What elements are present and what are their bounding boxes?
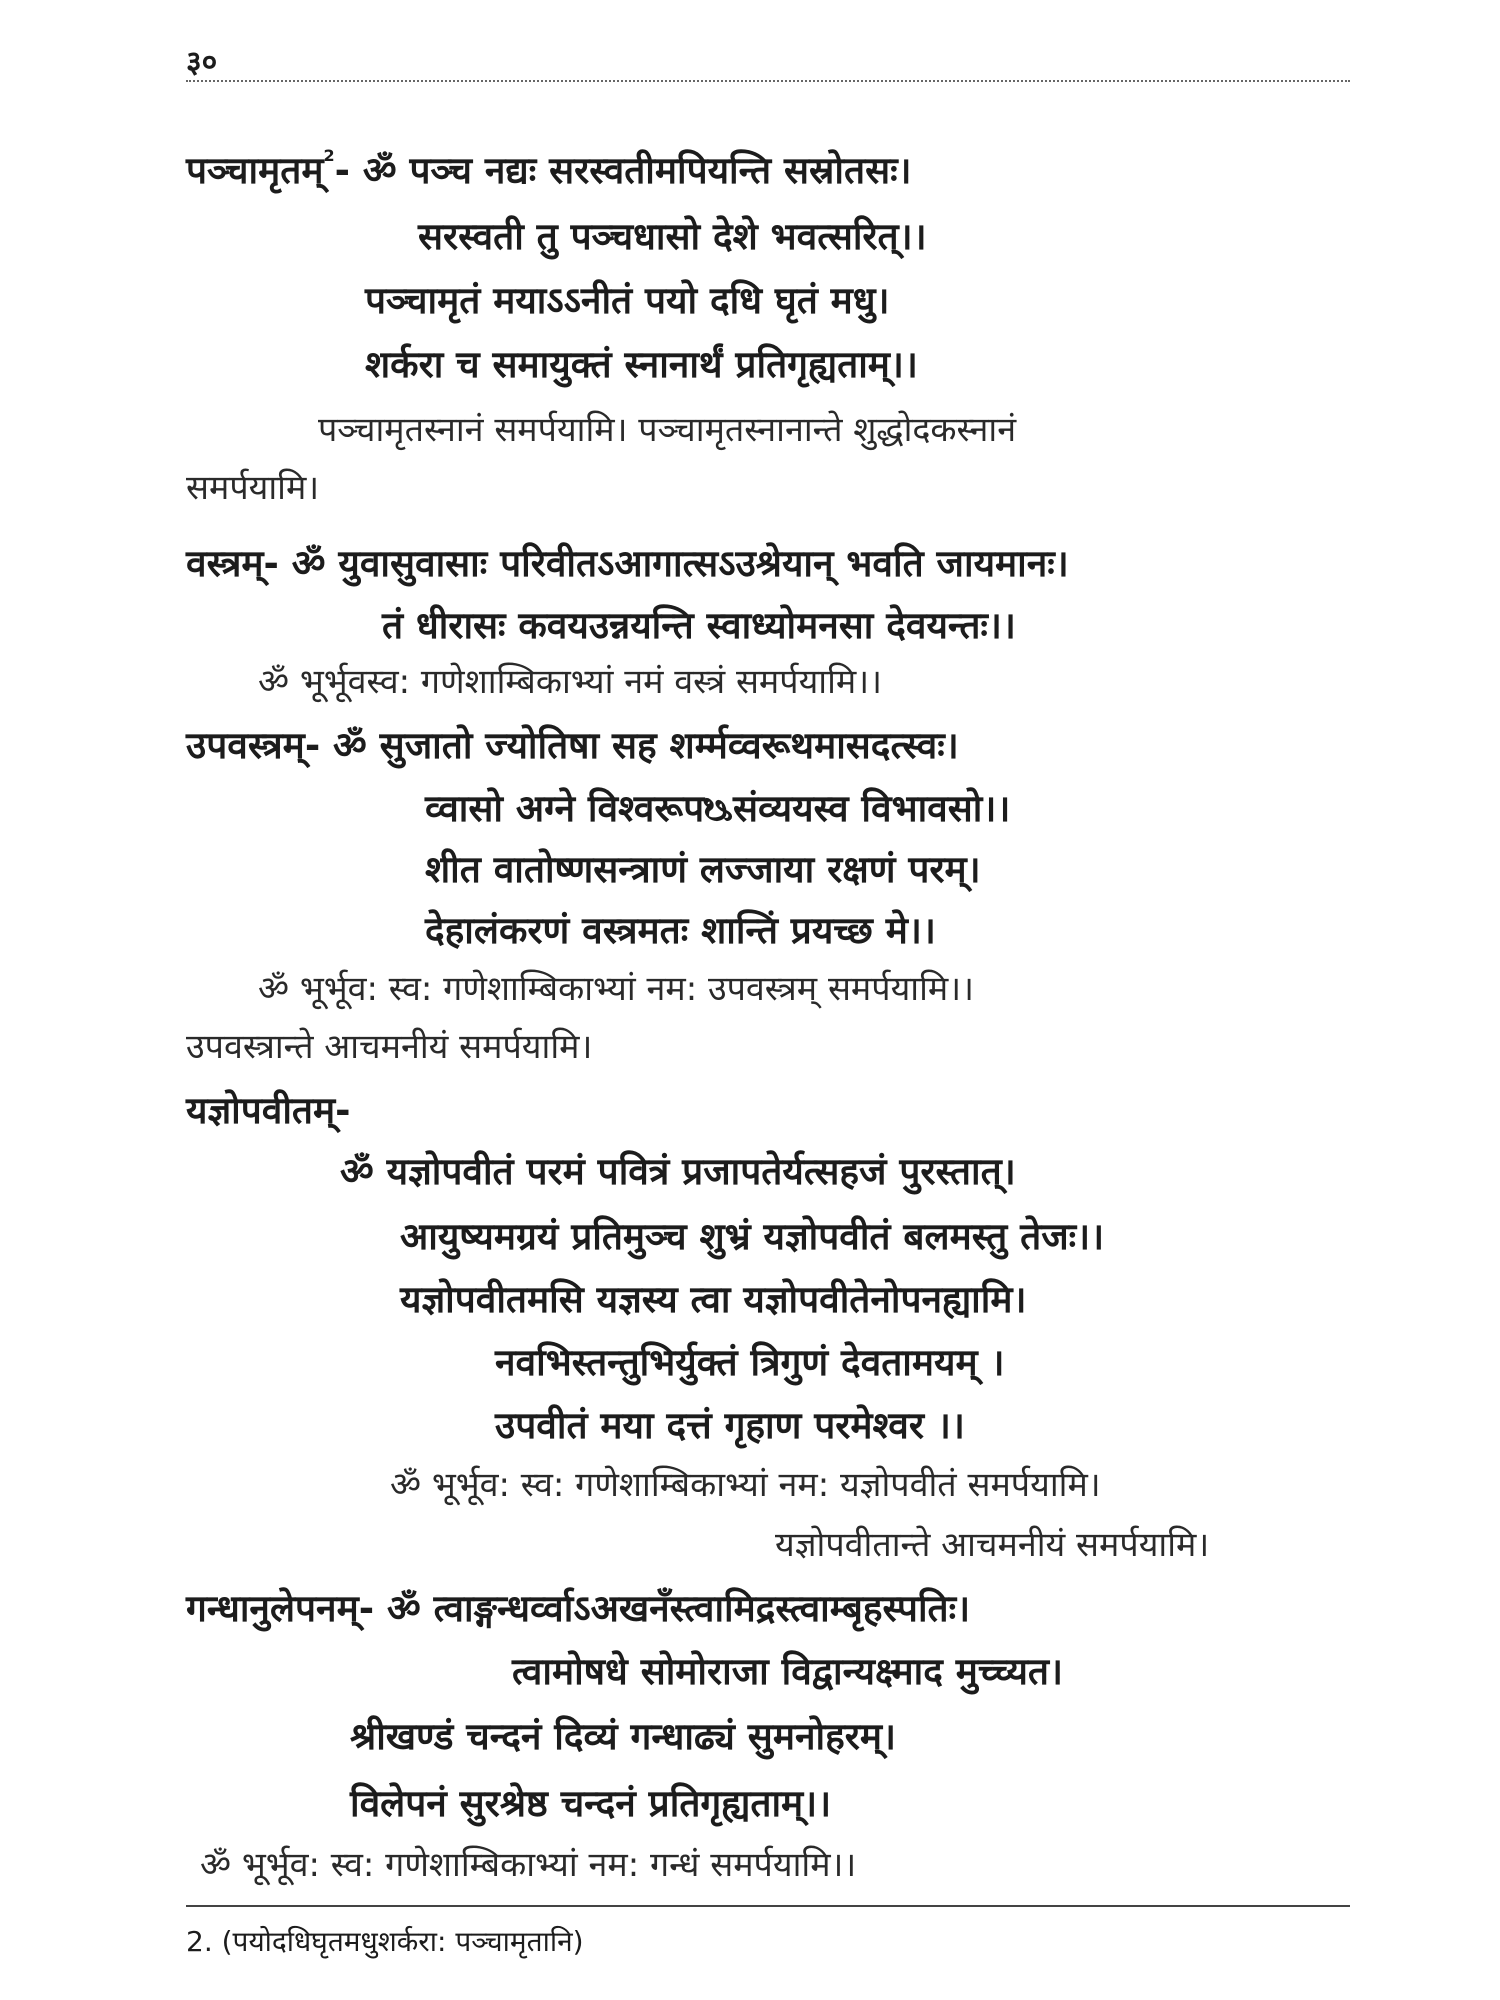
section-heading: यज्ञोपवीतम् — [186, 1089, 336, 1132]
verse-text: उपवस्त्रान्ते आचमनीयं समर्पयामि। — [186, 1027, 593, 1067]
verse-text: ॐ यज्ञोपवीतं परमं पवित्रं प्रजापतेर्यत्सहजं पुरस्तात्। — [340, 1150, 1016, 1193]
text-line — [186, 1089, 351, 1132]
verse-text: पञ्चामृतं मयाऽऽनीतं पयो दधि घृतं मधु। — [365, 279, 890, 322]
verse-text: शीत वातोष्णसन्त्राणं लज्जाया रक्षणं परम्। — [425, 848, 981, 891]
text-line — [425, 909, 936, 952]
header-divider — [186, 80, 1350, 82]
text-line — [400, 1278, 1027, 1321]
section-heading: उपवस्त्रम् — [186, 724, 305, 767]
text-line — [258, 662, 883, 702]
text-line — [350, 1715, 896, 1758]
section-heading: वस्त्रम् — [186, 542, 264, 585]
verse-text: यज्ञोपवीतान्ते आचमनीयं समर्पयामि। — [775, 1525, 1210, 1565]
verse-text: सरस्वती तु पञ्चधासो देशे भवत्सरित्।। — [418, 215, 927, 258]
verse-text: शर्करा च समायुक्तं स्नानार्थं प्रतिगृह्यताम्।। — [365, 343, 918, 386]
text-line — [495, 1341, 1005, 1384]
text-line — [350, 1782, 832, 1825]
verse-text: - ॐ पञ्च नद्यः सरस्वतीमपियन्ति सस्रोतसः। — [334, 149, 912, 192]
verse-text: - — [335, 1089, 351, 1132]
text-line — [186, 468, 320, 508]
section-heading: गन्धानुलेपनम् — [186, 1587, 359, 1630]
text-line — [495, 1404, 965, 1447]
verse-text: - ॐ त्वाङ्गन्धर्व्वाऽअखनँस्त्वामिद्रस्त्वाम्बृहस्पतिः। — [358, 1587, 971, 1630]
verse-text: पञ्चामृतस्नानं समर्पयामि। पञ्चामृतस्नानान्ते शुद्धोदकस्नानं — [318, 410, 1017, 450]
verse-text: उपवीतं मया दत्तं गृहाण परमेश्वर ।। — [495, 1404, 965, 1447]
verse-text: त्वामोषधे सोमोराजा विद्वान्यक्ष्माद मुच्च्यत। — [512, 1650, 1064, 1693]
verse-text: - ॐ सुजातो ज्योतिषा सह शर्म्मव्वरूथमासदत्स्वः। — [304, 724, 959, 767]
verse-text: व्वासो अग्ने विश्वरूपᳬसंव्ययस्व विभावसो।। — [425, 787, 1011, 830]
text-line — [400, 1215, 1105, 1258]
text-line — [186, 146, 912, 192]
text-line — [390, 1465, 1101, 1505]
text-line — [186, 724, 959, 767]
verse-text: देहालंकरणं वस्त्रमतः शान्तिं प्रयच्छ मे।। — [425, 909, 936, 952]
verse-text: तं धीरासः कवयउन्नयन्ति स्वाध्योमनसा देवयन्तः।। — [382, 604, 1016, 647]
verse-text: आयुष्यमग्रयं प्रतिमुञ्च शुभ्रं यज्ञोपवीतं बलमस्तु तेजः।। — [400, 1215, 1105, 1258]
verse-text: ॐ भूर्भूव: स्व: गणेशाम्बिकाभ्यां नम: उपवस्त्रम् समर्पयामि।। — [258, 969, 975, 1009]
verse-text: श्रीखण्डं चन्दनं दिव्यं गन्धाढ्यं सुमनोहरम्। — [350, 1715, 896, 1758]
footnote-divider — [186, 1905, 1350, 1907]
text-line — [186, 1027, 593, 1067]
text-line — [365, 279, 890, 322]
text-line — [775, 1525, 1210, 1565]
text-line — [258, 969, 975, 1009]
footnote: 2. (पयोदधिघृतमधुशर्करा: पञ्चामृतानि) — [186, 1925, 584, 1958]
text-line — [425, 848, 981, 891]
verse-text: यज्ञोपवीतमसि यज्ञस्य त्वा यज्ञोपवीतेनोपनह्यामि। — [400, 1278, 1027, 1321]
text-line — [382, 604, 1016, 647]
text-line — [512, 1650, 1064, 1693]
text-line — [340, 1150, 1016, 1193]
page-number: ३० — [186, 45, 218, 80]
verse-text: ॐ भूर्भूव: स्व: गणेशाम्बिकाभ्यां नम: यज्ञोपवीतं समर्पयामि। — [390, 1465, 1101, 1505]
text-line — [318, 410, 1017, 450]
verse-text: समर्पयामि। — [186, 468, 320, 508]
text-line — [365, 343, 918, 386]
verse-text: ॐ भूर्भूवस्व: गणेशाम्बिकाभ्यां नमं वस्त्रं समर्पयामि।। — [258, 662, 883, 702]
text-line — [425, 787, 1011, 830]
text-line — [186, 542, 1069, 585]
footnote-marker: 2 — [323, 146, 335, 165]
verse-text: नवभिस्तन्तुभिर्युक्तं त्रिगुणं देवतामयम् । — [495, 1341, 1005, 1384]
section-heading: पञ्चामृतम् — [186, 149, 324, 192]
verse-text: ॐ भूर्भूव: स्व: गणेशाम्बिकाभ्यां नम: गन्धं समर्पयामि।। — [200, 1845, 857, 1885]
verse-text: विलेपनं सुरश्रेष्ठ चन्दनं प्रतिगृह्यताम्।। — [350, 1782, 832, 1825]
text-line — [186, 1587, 971, 1630]
text-line — [200, 1845, 857, 1885]
text-line — [418, 215, 927, 258]
verse-text: - ॐ युवासुवासाः परिवीतऽआगात्सऽउश्रेयान् भवति जायमानः। — [263, 542, 1069, 585]
